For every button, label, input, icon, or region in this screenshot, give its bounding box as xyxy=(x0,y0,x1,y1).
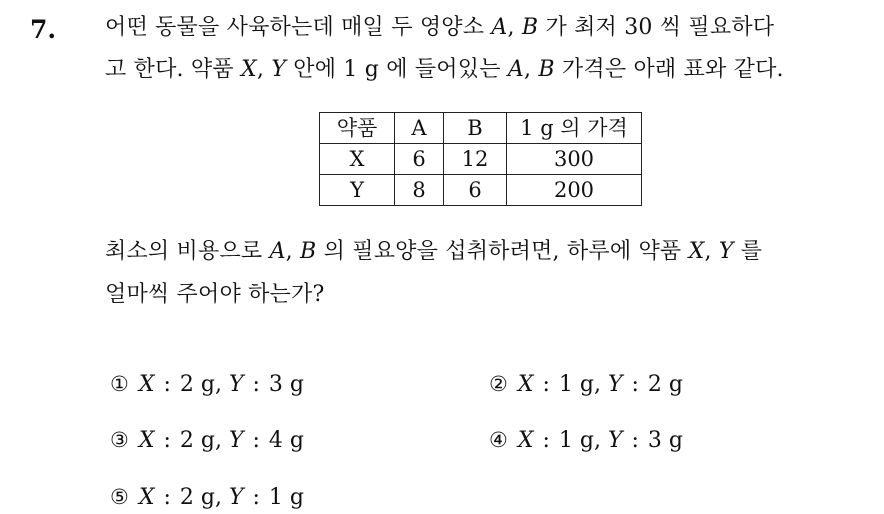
choice-x-label: X xyxy=(138,428,155,453)
choice-y-label: Y xyxy=(228,485,244,510)
variable-b: B xyxy=(521,15,539,40)
variable-x: X xyxy=(688,239,705,264)
choice-1[interactable]: ① X : 2 g, Y : 3 g xyxy=(110,372,304,397)
choice-y-value: 1 g xyxy=(268,485,304,510)
choice-marker: ④ xyxy=(489,428,508,452)
variable-y: Y xyxy=(718,239,734,264)
question-text-line-3 xyxy=(105,236,762,268)
choice-y-value: 3 g xyxy=(647,428,683,453)
variable-x: X xyxy=(241,57,257,82)
choice-x-label: X xyxy=(517,428,534,453)
choice-3[interactable]: ③ X : 2 g, Y : 4 g xyxy=(110,428,304,453)
table-header-cell: 약품 xyxy=(320,113,395,144)
choice-x-label: X xyxy=(138,372,155,397)
choice-x-label: X xyxy=(517,372,534,397)
choice-y-value: 3 g xyxy=(268,372,304,397)
table-header-cell: B xyxy=(444,113,507,144)
text-segment: 최소의 비용으로 xyxy=(105,239,270,264)
table-header-row xyxy=(320,113,642,144)
table-header-cell: 1 g 의 가격 xyxy=(507,113,642,144)
choice-x-value: 1 g, xyxy=(558,372,601,397)
text-segment: , xyxy=(523,57,539,82)
table-cell: 8 xyxy=(395,175,444,206)
text-segment: 가 최저 30 씩 필요하다 xyxy=(538,15,775,40)
text-segment: 를 xyxy=(733,239,763,264)
question-number: 7. xyxy=(30,15,57,44)
choice-x-value: 2 g, xyxy=(179,428,222,453)
table-cell: X xyxy=(320,144,395,175)
choice-x-label: X xyxy=(138,485,155,510)
table-cell: 6 xyxy=(444,175,507,206)
choice-marker: ③ xyxy=(110,428,129,452)
choice-marker: ⑤ xyxy=(110,485,129,509)
text-segment: , xyxy=(285,239,301,264)
choice-y-label: Y xyxy=(607,428,623,453)
text-segment: 안에 1 g 에 들어있는 xyxy=(286,57,508,82)
text-segment: 고 한다. 약품 xyxy=(105,57,242,82)
choice-y-value: 2 g xyxy=(647,372,683,397)
text-segment: 가격은 아래 표와 같다. xyxy=(554,57,784,82)
choice-marker: ① xyxy=(110,372,129,396)
choice-5[interactable]: ⑤ X : 2 g, Y : 1 g xyxy=(110,485,304,510)
variable-a: A xyxy=(491,15,508,40)
table-row xyxy=(320,175,642,206)
table-cell: 200 xyxy=(507,175,642,206)
question-text-line-4: 얼마씩 주어야 하는가? xyxy=(105,282,325,307)
table-row xyxy=(320,144,642,175)
choice-y-value: 4 g xyxy=(268,428,304,453)
table-cell: 12 xyxy=(444,144,507,175)
text-segment: , xyxy=(704,239,719,264)
variable-a: A xyxy=(507,57,524,82)
choice-x-value: 2 g, xyxy=(179,485,222,510)
choice-y-label: Y xyxy=(228,372,244,397)
table-cell: 300 xyxy=(507,144,642,175)
choice-2[interactable]: ② X : 1 g, Y : 2 g xyxy=(489,372,683,397)
table-header-cell: A xyxy=(395,113,444,144)
table-cell: Y xyxy=(320,175,395,206)
variable-b: B xyxy=(538,57,555,82)
text-segment: , xyxy=(256,57,272,82)
choice-x-value: 1 g, xyxy=(558,428,601,453)
choice-marker: ② xyxy=(489,372,508,396)
choice-y-label: Y xyxy=(607,372,623,397)
variable-a: A xyxy=(269,239,286,264)
choice-y-label: Y xyxy=(228,428,244,453)
text-segment: 어떤 동물을 사육하는데 매일 두 영양소 xyxy=(105,15,492,40)
question-text-line-2 xyxy=(105,54,784,86)
variable-y: Y xyxy=(271,57,287,82)
question-text-line-1 xyxy=(105,12,774,44)
table-cell: 6 xyxy=(395,144,444,175)
choice-4[interactable]: ④ X : 1 g, Y : 3 g xyxy=(489,428,683,453)
variable-b: B xyxy=(300,239,317,264)
text-segment: 의 필요양을 섭취하려면, 하루에 약품 xyxy=(316,239,689,264)
choice-x-value: 2 g, xyxy=(179,372,222,397)
price-table xyxy=(319,112,642,206)
text-segment: , xyxy=(507,15,522,40)
